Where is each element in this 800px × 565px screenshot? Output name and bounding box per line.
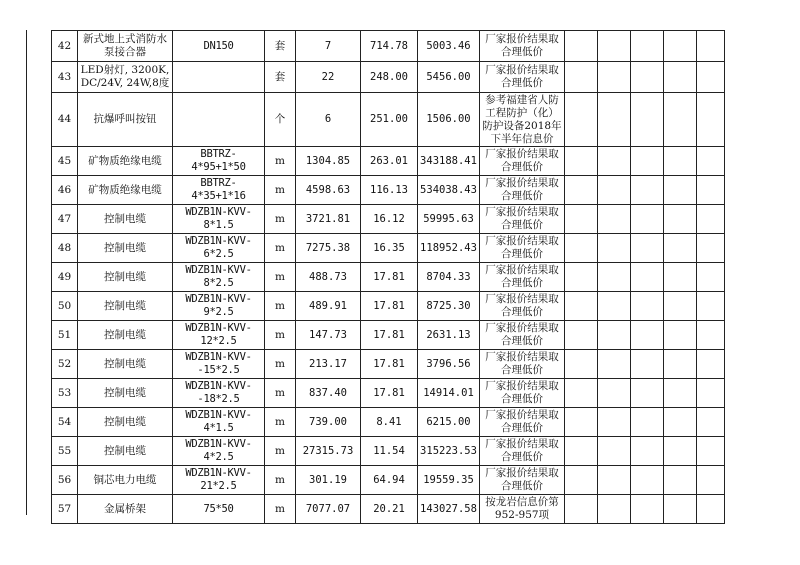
item-quantity: 837.40 [296,379,361,408]
item-spec: BBTRZ-4*95+1*50 [173,147,265,176]
item-unit: m [265,408,296,437]
item-total: 59995.63 [418,205,480,234]
item-unit: m [265,437,296,466]
item-name: 控制电缆 [78,263,173,292]
row-number: 55 [52,437,78,466]
row-number: 57 [52,495,78,524]
empty-cell [631,350,664,379]
item-spec: WDZB1N-KVV-8*2.5 [173,263,265,292]
empty-cell [631,466,664,495]
empty-cell [598,350,631,379]
table-row [52,176,725,205]
item-name: 控制电缆 [78,350,173,379]
item-name: 控制电缆 [78,379,173,408]
empty-cell [664,62,697,93]
item-spec: 75*50 [173,495,265,524]
item-unit-price: 248.00 [361,62,418,93]
empty-cell [664,408,697,437]
item-unit-price: 8.41 [361,408,418,437]
item-total: 6215.00 [418,408,480,437]
item-quantity: 213.17 [296,350,361,379]
item-note: 厂家报价结果取合理低价 [480,234,565,263]
empty-cell [598,147,631,176]
item-name: 控制电缆 [78,234,173,263]
item-note: 厂家报价结果取合理低价 [480,379,565,408]
item-spec [173,93,265,147]
item-note: 厂家报价结果取合理低价 [480,31,565,62]
empty-cell [598,62,631,93]
empty-cell [664,466,697,495]
item-note: 参考福建省人防工程防护（化）防护设备2018年下半年信息价 [480,93,565,147]
item-total: 118952.43 [418,234,480,263]
empty-cell [631,408,664,437]
item-name: 控制电缆 [78,321,173,350]
item-unit-price: 714.78 [361,31,418,62]
table-row [52,147,725,176]
empty-cell [697,205,725,234]
empty-cell [664,93,697,147]
item-name: 控制电缆 [78,292,173,321]
item-quantity: 7275.38 [296,234,361,263]
item-note: 厂家报价结果取合理低价 [480,205,565,234]
row-number: 56 [52,466,78,495]
empty-cell [565,31,598,62]
empty-cell [697,263,725,292]
item-quantity: 7 [296,31,361,62]
empty-cell [565,437,598,466]
empty-cell [598,437,631,466]
item-note: 按龙岩信息价第952-957项 [480,495,565,524]
item-total: 14914.01 [418,379,480,408]
item-quantity: 22 [296,62,361,93]
empty-cell [697,466,725,495]
empty-cell [598,31,631,62]
item-quantity: 739.00 [296,408,361,437]
empty-cell [631,321,664,350]
item-quantity: 3721.81 [296,205,361,234]
empty-cell [697,292,725,321]
empty-cell [631,495,664,524]
item-unit: m [265,495,296,524]
empty-cell [697,176,725,205]
item-total: 8725.30 [418,292,480,321]
table-row [52,263,725,292]
item-total: 5456.00 [418,62,480,93]
empty-cell [631,234,664,263]
row-number: 46 [52,176,78,205]
empty-cell [598,234,631,263]
item-quantity: 27315.73 [296,437,361,466]
empty-cell [565,408,598,437]
item-spec: WDZB1N-KVV-12*2.5 [173,321,265,350]
item-unit-price: 17.81 [361,321,418,350]
item-unit: m [265,292,296,321]
item-unit-price: 116.13 [361,176,418,205]
row-number: 42 [52,31,78,62]
empty-cell [697,408,725,437]
item-unit: m [265,263,296,292]
item-spec: DN150 [173,31,265,62]
item-total: 143027.58 [418,495,480,524]
item-total: 1506.00 [418,93,480,147]
item-unit: m [265,466,296,495]
empty-cell [565,147,598,176]
row-number: 44 [52,93,78,147]
item-quantity: 4598.63 [296,176,361,205]
item-unit: m [265,176,296,205]
item-unit-price: 16.12 [361,205,418,234]
empty-cell [598,292,631,321]
item-total: 8704.33 [418,263,480,292]
item-note: 厂家报价结果取合理低价 [480,263,565,292]
empty-cell [598,205,631,234]
item-name: 抗爆呼叫按钮 [78,93,173,147]
item-unit-price: 17.81 [361,263,418,292]
empty-cell [565,350,598,379]
item-total: 343188.41 [418,147,480,176]
item-unit-price: 16.35 [361,234,418,263]
empty-cell [598,321,631,350]
item-unit-price: 20.21 [361,495,418,524]
empty-cell [697,321,725,350]
item-name: 金属桥架 [78,495,173,524]
item-spec: WDZB1N-KVV-6*2.5 [173,234,265,263]
item-quantity: 488.73 [296,263,361,292]
empty-cell [598,495,631,524]
item-total: 2631.13 [418,321,480,350]
item-name: 矿物质绝缘电缆 [78,176,173,205]
item-unit: 套 [265,31,296,62]
empty-cell [664,495,697,524]
empty-cell [697,62,725,93]
empty-cell [664,31,697,62]
table-row [52,62,725,93]
row-number: 52 [52,350,78,379]
empty-cell [631,62,664,93]
row-number: 45 [52,147,78,176]
table-row [52,292,725,321]
empty-cell [631,292,664,321]
table-row [52,321,725,350]
item-quantity: 147.73 [296,321,361,350]
empty-cell [598,408,631,437]
empty-cell [565,466,598,495]
item-quantity: 301.19 [296,466,361,495]
table-row [52,466,725,495]
empty-cell [565,234,598,263]
item-note: 厂家报价结果取合理低价 [480,147,565,176]
empty-cell [664,147,697,176]
empty-cell [697,495,725,524]
row-number: 50 [52,292,78,321]
item-unit-price: 17.81 [361,350,418,379]
empty-cell [565,495,598,524]
item-quantity: 489.91 [296,292,361,321]
item-note: 厂家报价结果取合理低价 [480,62,565,93]
empty-cell [598,466,631,495]
empty-cell [664,205,697,234]
item-spec: WDZB1N-KVV-21*2.5 [173,466,265,495]
item-total: 534038.43 [418,176,480,205]
empty-cell [565,93,598,147]
item-unit-price: 17.81 [361,379,418,408]
empty-cell [631,31,664,62]
empty-cell [565,379,598,408]
item-spec: WDZB1N-KVV--18*2.5 [173,379,265,408]
empty-cell [664,263,697,292]
item-spec [173,62,265,93]
empty-cell [565,205,598,234]
empty-cell [598,93,631,147]
empty-cell [697,437,725,466]
item-quantity: 6 [296,93,361,147]
item-total: 3796.56 [418,350,480,379]
item-unit-price: 251.00 [361,93,418,147]
row-number: 49 [52,263,78,292]
empty-cell [598,379,631,408]
row-number: 51 [52,321,78,350]
row-number: 53 [52,379,78,408]
empty-cell [631,147,664,176]
empty-cell [598,176,631,205]
item-note: 厂家报价结果取合理低价 [480,408,565,437]
table-row [52,350,725,379]
item-unit: m [265,379,296,408]
item-name: 铜芯电力电缆 [78,466,173,495]
empty-cell [697,379,725,408]
empty-cell [664,234,697,263]
row-number: 48 [52,234,78,263]
row-number: 43 [52,62,78,93]
item-spec: WDZB1N-KVV-9*2.5 [173,292,265,321]
item-quantity: 7077.07 [296,495,361,524]
empty-cell [565,176,598,205]
item-total: 19559.35 [418,466,480,495]
empty-cell [631,437,664,466]
item-unit: m [265,350,296,379]
price-table-body [52,31,725,524]
table-row [52,31,725,62]
item-name: 新式地上式消防水泵接合器 [78,31,173,62]
item-note: 厂家报价结果取合理低价 [480,321,565,350]
table-row [52,495,725,524]
item-name: 控制电缆 [78,437,173,466]
table-row [52,93,725,147]
item-note: 厂家报价结果取合理低价 [480,292,565,321]
item-note: 厂家报价结果取合理低价 [480,350,565,379]
empty-cell [664,350,697,379]
empty-cell [697,31,725,62]
item-total: 315223.53 [418,437,480,466]
left-margin-rule [26,30,27,515]
item-spec: BBTRZ-4*35+1*16 [173,176,265,205]
empty-cell [565,292,598,321]
empty-cell [631,205,664,234]
item-note: 厂家报价结果取合理低价 [480,466,565,495]
item-total: 5003.46 [418,31,480,62]
empty-cell [565,321,598,350]
item-unit-price: 17.81 [361,292,418,321]
table-row [52,408,725,437]
item-unit: m [265,147,296,176]
empty-cell [697,147,725,176]
empty-cell [631,263,664,292]
table-row [52,205,725,234]
item-unit-price: 263.01 [361,147,418,176]
empty-cell [631,176,664,205]
empty-cell [664,437,697,466]
item-spec: WDZB1N-KVV-4*1.5 [173,408,265,437]
item-spec: WDZB1N-KVV--15*2.5 [173,350,265,379]
item-note: 厂家报价结果取合理低价 [480,176,565,205]
item-note: 厂家报价结果取合理低价 [480,437,565,466]
table-row [52,379,725,408]
item-name: LED射灯, 3200K, DC/24V, 24W,8度 [78,62,173,93]
item-unit-price: 64.94 [361,466,418,495]
item-unit: 个 [265,93,296,147]
empty-cell [565,62,598,93]
empty-cell [697,93,725,147]
item-quantity: 1304.85 [296,147,361,176]
empty-cell [697,234,725,263]
item-name: 控制电缆 [78,205,173,234]
item-spec: WDZB1N-KVV-4*2.5 [173,437,265,466]
table-row [52,234,725,263]
item-unit: 套 [265,62,296,93]
price-table [51,30,725,524]
item-unit-price: 11.54 [361,437,418,466]
empty-cell [664,321,697,350]
item-unit: m [265,205,296,234]
item-name: 控制电缆 [78,408,173,437]
empty-cell [664,379,697,408]
item-unit: m [265,321,296,350]
empty-cell [664,292,697,321]
item-unit: m [265,234,296,263]
row-number: 54 [52,408,78,437]
empty-cell [664,176,697,205]
empty-cell [697,350,725,379]
item-spec: WDZB1N-KVV-8*1.5 [173,205,265,234]
table-row [52,437,725,466]
empty-cell [598,263,631,292]
row-number: 47 [52,205,78,234]
empty-cell [631,379,664,408]
item-name: 矿物质绝缘电缆 [78,147,173,176]
empty-cell [631,93,664,147]
empty-cell [565,263,598,292]
